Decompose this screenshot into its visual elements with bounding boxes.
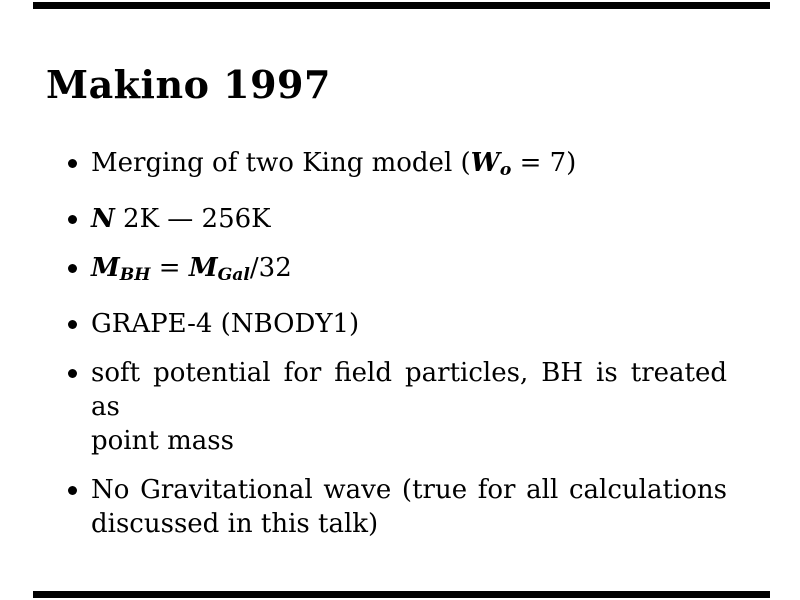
bullet-item bbox=[91, 251, 727, 292]
bullet-icon bbox=[68, 215, 77, 224]
bullet-item bbox=[91, 356, 727, 458]
bullet-line bbox=[91, 251, 727, 292]
text-segment: No Gravitational wave (true for all calculations bbox=[91, 474, 727, 505]
bullet-text bbox=[91, 251, 727, 292]
text-segment: /32 bbox=[249, 252, 292, 283]
bullet-icon bbox=[68, 320, 77, 329]
bullet-line bbox=[91, 507, 727, 541]
bullet-line bbox=[91, 356, 727, 424]
bullet-line bbox=[91, 473, 727, 507]
bullet-item bbox=[91, 473, 727, 541]
bullet-text bbox=[91, 356, 727, 458]
bullet-list bbox=[91, 146, 727, 556]
math-segment: BH bbox=[119, 264, 151, 285]
text-segment: discussed in this talk) bbox=[91, 508, 379, 539]
text-segment: = bbox=[150, 252, 189, 283]
bullet-line bbox=[91, 146, 727, 187]
top-border-bar bbox=[33, 2, 770, 9]
math-segment: o bbox=[499, 159, 512, 180]
text-segment: soft potential for field particles, BH is treated as bbox=[91, 357, 727, 422]
slide-title: Makino 1997 bbox=[46, 62, 331, 107]
bullet-line bbox=[91, 202, 727, 236]
bullet-icon bbox=[68, 369, 77, 378]
bullet-item bbox=[91, 146, 727, 187]
bullet-text bbox=[91, 202, 727, 236]
bullet-text bbox=[91, 473, 727, 541]
bullet-icon bbox=[68, 486, 77, 495]
bullet-icon bbox=[68, 264, 77, 273]
text-segment: 2K — 256K bbox=[114, 203, 271, 234]
text-segment: GRAPE-4 (NBODY1) bbox=[91, 308, 360, 339]
bullet-line bbox=[91, 424, 727, 458]
math-segment: M bbox=[188, 252, 218, 283]
math-segment: Gal bbox=[217, 264, 250, 285]
bullet-item bbox=[91, 202, 727, 236]
text-segment: = 7) bbox=[511, 148, 577, 178]
text-segment: point mass bbox=[91, 425, 234, 456]
bottom-border-bar bbox=[33, 591, 770, 598]
text-segment: Merging of two King model ( bbox=[91, 148, 471, 178]
bullet-text bbox=[91, 146, 727, 187]
bullet-item bbox=[91, 307, 727, 341]
math-segment: N bbox=[91, 203, 115, 234]
bullet-line bbox=[91, 307, 727, 341]
math-segment: M bbox=[91, 252, 120, 283]
bullet-text bbox=[91, 307, 727, 341]
math-segment: W bbox=[470, 148, 500, 178]
bullet-icon bbox=[68, 159, 77, 168]
